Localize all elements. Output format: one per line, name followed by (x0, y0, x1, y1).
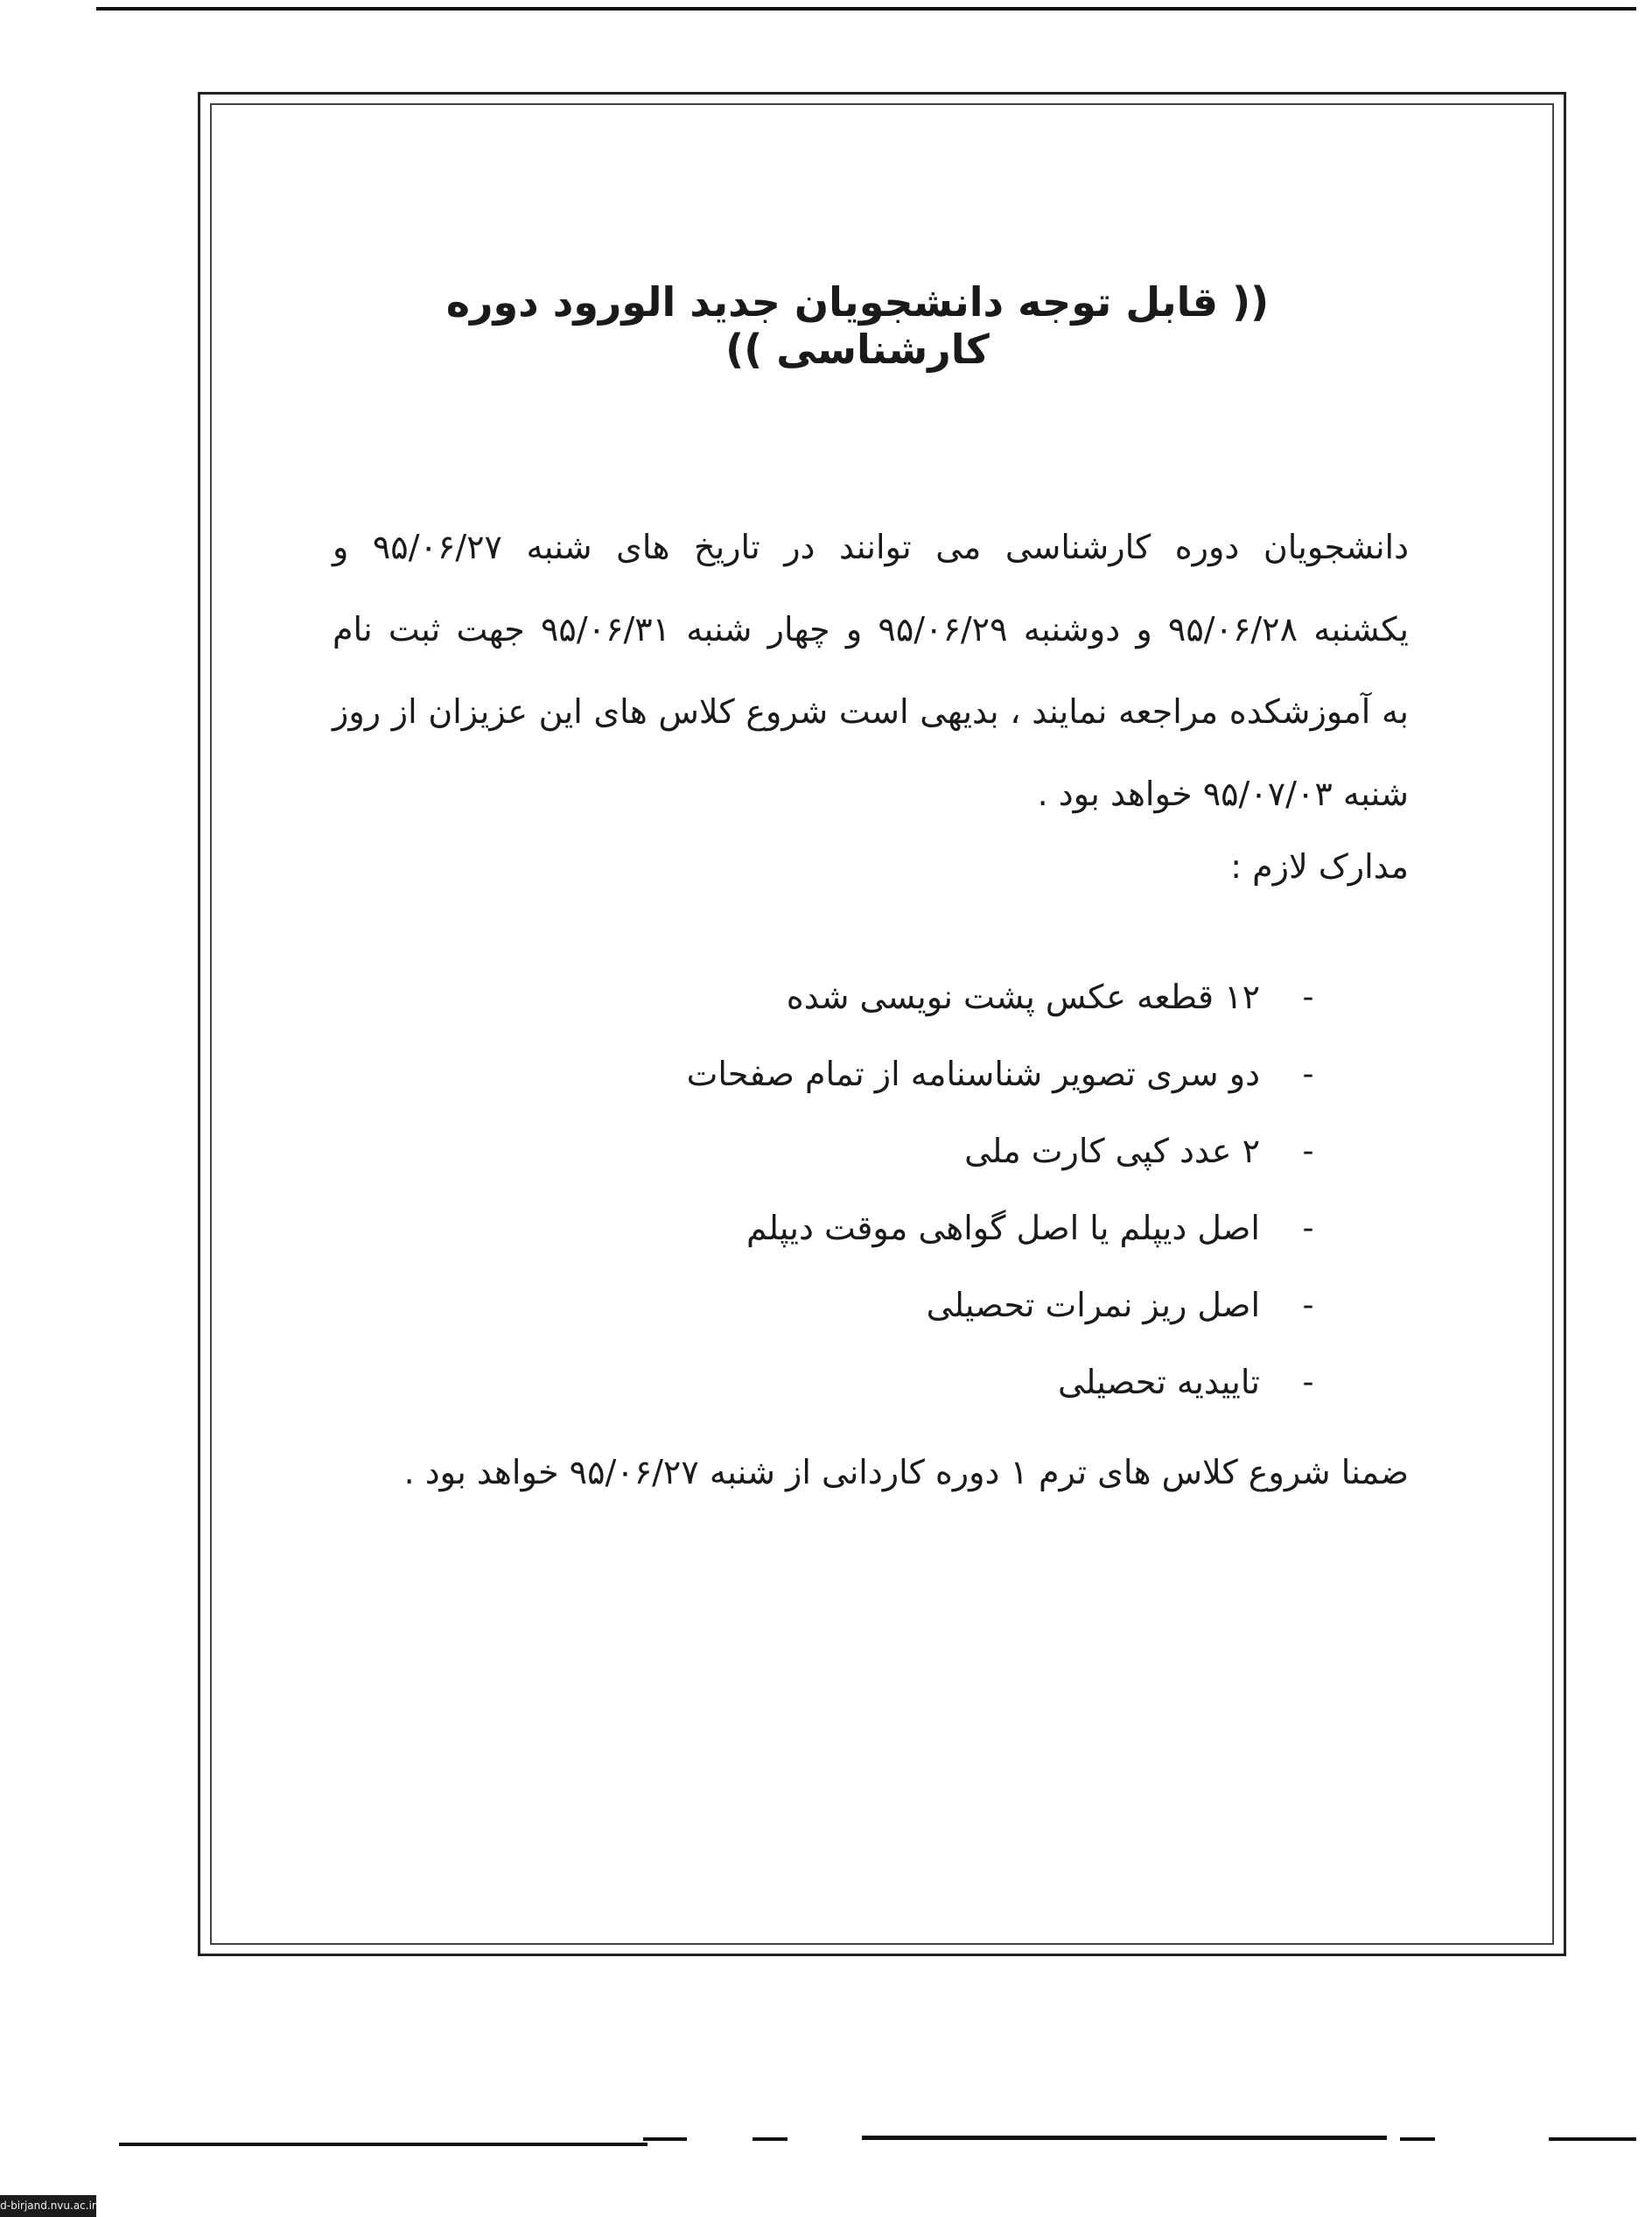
requirement-item (332, 1189, 1339, 1266)
paragraph-line: دانشجویان دوره کارشناسی می توانند در تاریخ های شنبه ۹۵/۰۶/۲۷ و (332, 528, 1409, 566)
scan-top-edge-line (96, 7, 1636, 11)
requirement-item (332, 1344, 1339, 1421)
paragraph-line: به آموزشکده مراجعه نمایند ، بدیهی است شروع کلاس های این عزیزان از روز (332, 692, 1409, 731)
requirement-text: اصل دیپلم یا اصل گواهی موقت دیپلم (746, 1209, 1260, 1247)
dash-bullet: - (1302, 979, 1314, 1015)
dash-bullet: - (1302, 1210, 1314, 1246)
scan-bottom-line (1549, 2137, 1636, 2141)
requirement-item (332, 958, 1339, 1035)
scan-bottom-line (119, 2143, 648, 2146)
paragraph-line: یکشنبه ۹۵/۰۶/۲۸ و دوشنبه ۹۵/۰۶/۲۹ و چهار شنبه ۹۵/۰۶/۳۱ جهت ثبت نام (332, 610, 1409, 649)
scan-bottom-dash (643, 2137, 687, 2141)
paragraph-line: شنبه ۹۵/۰۷/۰۳ خواهد بود . (1037, 775, 1409, 813)
requirement-item (332, 1035, 1339, 1112)
requirement-item (332, 1266, 1339, 1344)
requirement-item (332, 1112, 1339, 1189)
requirements-label: مدارک لازم : (1230, 847, 1409, 886)
scan-bottom-dash (1400, 2137, 1435, 2141)
notice-paragraph (332, 506, 1409, 835)
dash-bullet: - (1302, 1056, 1314, 1092)
dash-bullet: - (1302, 1287, 1314, 1323)
footnote-text: ضمنا شروع کلاس های ترم ۱ دوره کاردانی از شنبه ۹۵/۰۶/۲۷ خواهد بود . (403, 1453, 1409, 1491)
scan-bottom-dash (752, 2137, 788, 2141)
requirement-text: ۲ عدد کپی کارت ملی (964, 1132, 1260, 1170)
requirements-list (332, 958, 1339, 1421)
requirement-text: ۱۲ قطعه عکس پشت نویسی شده (786, 978, 1260, 1016)
dash-bullet: - (1302, 1364, 1314, 1400)
scan-bottom-line (862, 2136, 1387, 2140)
requirement-text: اصل ریز نمرات تحصیلی (926, 1286, 1260, 1324)
dash-bullet: - (1302, 1133, 1314, 1169)
watermark-badge: d-birjand.nvu.ac.ir (0, 2195, 96, 2217)
requirement-text: تاییدیه تحصیلی (1058, 1363, 1260, 1401)
notice-title: (( قابل توجه دانشجویان جدید الورود دوره کارشناسی )) (445, 278, 1270, 373)
requirement-text: دو سری تصویر شناسنامه از تمام صفحات (686, 1055, 1260, 1093)
